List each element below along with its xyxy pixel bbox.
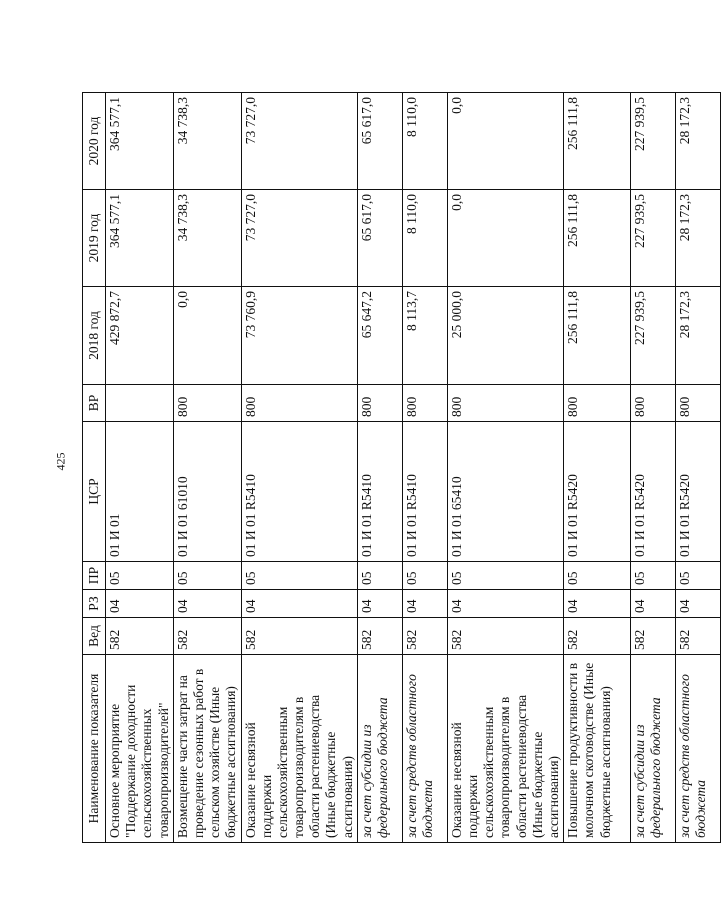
table-row xyxy=(447,93,563,843)
header-name: Наименование показателя xyxy=(83,655,106,843)
cell-vr xyxy=(106,385,174,422)
cell-2020: 8 110,0 xyxy=(402,93,447,190)
table-row xyxy=(402,93,447,843)
cell-rz: 04 xyxy=(241,590,357,618)
cell-name: Повышение продуктивности в молочном скотоводстве (Иные бюджетные ассигнования) xyxy=(564,655,631,843)
cell-csr: 01 И 01 xyxy=(106,422,174,562)
cell-pr: 05 xyxy=(173,562,241,590)
table-row xyxy=(241,93,357,843)
cell-csr: 01 И 01 R5420 xyxy=(676,422,721,562)
cell-rz: 04 xyxy=(402,590,447,618)
cell-2018: 25 000,0 xyxy=(447,287,563,385)
cell-rz: 04 xyxy=(173,590,241,618)
cell-2019: 0,0 xyxy=(447,190,563,287)
cell-vr: 800 xyxy=(564,385,631,422)
page-number: 425 xyxy=(53,452,68,471)
cell-name: за счет средств областного бюджета xyxy=(676,655,721,843)
cell-csr: 01 И 01 65410 xyxy=(447,422,563,562)
cell-ved: 582 xyxy=(357,618,402,655)
cell-pr: 05 xyxy=(106,562,174,590)
cell-csr: 01 И 01 R5420 xyxy=(564,422,631,562)
cell-2018: 429 872,7 xyxy=(106,287,174,385)
cell-csr: 01 И 01 R5410 xyxy=(241,422,357,562)
cell-rz: 04 xyxy=(631,590,676,618)
cell-pr: 05 xyxy=(402,562,447,590)
header-csr: ЦСР xyxy=(83,422,106,562)
cell-2020: 256 111,8 xyxy=(564,93,631,190)
cell-name: Возмещение части затрат на проведение сезонных работ в сельском хозяйстве (Иные бюджетные ассигнования) xyxy=(173,655,241,843)
table-row xyxy=(676,93,721,843)
cell-2020: 364 577,1 xyxy=(106,93,174,190)
cell-2018: 8 113,7 xyxy=(402,287,447,385)
cell-vr: 800 xyxy=(676,385,721,422)
cell-2019: 227 939,5 xyxy=(631,190,676,287)
cell-ved: 582 xyxy=(676,618,721,655)
cell-pr: 05 xyxy=(564,562,631,590)
cell-2020: 0,0 xyxy=(447,93,563,190)
cell-ved: 582 xyxy=(447,618,563,655)
cell-2018: 28 172,3 xyxy=(676,287,721,385)
cell-vr: 800 xyxy=(402,385,447,422)
cell-csr: 01 И 01 R5420 xyxy=(631,422,676,562)
cell-rz: 04 xyxy=(447,590,563,618)
rotated-table-container xyxy=(82,93,709,843)
table-row xyxy=(564,93,631,843)
cell-2020: 34 738,3 xyxy=(173,93,241,190)
cell-2020: 65 617,0 xyxy=(357,93,402,190)
header-pr: ПР xyxy=(83,562,106,590)
cell-ved: 582 xyxy=(402,618,447,655)
cell-2020: 28 172,3 xyxy=(676,93,721,190)
cell-name: Оказание несвязной поддержки сельскохозяйственным товаропроизводителям в области растениеводства (Иные бюджетные ассигнования) xyxy=(241,655,357,843)
cell-rz: 04 xyxy=(357,590,402,618)
cell-vr: 800 xyxy=(241,385,357,422)
table-row xyxy=(106,93,174,843)
cell-2018: 256 111,8 xyxy=(564,287,631,385)
cell-pr: 05 xyxy=(631,562,676,590)
cell-csr: 01 И 01 R5410 xyxy=(402,422,447,562)
cell-pr: 05 xyxy=(447,562,563,590)
cell-2019: 28 172,3 xyxy=(676,190,721,287)
header-2020: 2020 год xyxy=(83,93,106,190)
cell-rz: 04 xyxy=(106,590,174,618)
table-row xyxy=(631,93,676,843)
cell-vr: 800 xyxy=(631,385,676,422)
cell-2020: 73 727,0 xyxy=(241,93,357,190)
header-rz: РЗ xyxy=(83,590,106,618)
cell-2019: 8 110,0 xyxy=(402,190,447,287)
cell-2019: 34 738,3 xyxy=(173,190,241,287)
cell-name: за счет субсидии из федерального бюджета xyxy=(357,655,402,843)
cell-name: за счет средств областного бюджета xyxy=(402,655,447,843)
cell-csr: 01 И 01 61010 xyxy=(173,422,241,562)
cell-vr: 800 xyxy=(357,385,402,422)
cell-vr: 800 xyxy=(173,385,241,422)
table-header-row xyxy=(83,93,106,843)
cell-2020: 227 939,5 xyxy=(631,93,676,190)
cell-ved: 582 xyxy=(564,618,631,655)
cell-2018: 65 647,2 xyxy=(357,287,402,385)
cell-2018: 0,0 xyxy=(173,287,241,385)
cell-2018: 73 760,9 xyxy=(241,287,357,385)
cell-ved: 582 xyxy=(173,618,241,655)
cell-pr: 05 xyxy=(357,562,402,590)
table-row xyxy=(173,93,241,843)
cell-ved: 582 xyxy=(106,618,174,655)
cell-pr: 05 xyxy=(676,562,721,590)
header-2018: 2018 год xyxy=(83,287,106,385)
cell-2019: 364 577,1 xyxy=(106,190,174,287)
header-vr: ВР xyxy=(83,385,106,422)
cell-ved: 582 xyxy=(241,618,357,655)
cell-csr: 01 И 01 R5410 xyxy=(357,422,402,562)
cell-rz: 04 xyxy=(564,590,631,618)
cell-2019: 73 727,0 xyxy=(241,190,357,287)
cell-ved: 582 xyxy=(631,618,676,655)
table-row xyxy=(357,93,402,843)
cell-name: Основное мероприятие "Поддержание доходности сельскохозяйственных товаропроизводителей" xyxy=(106,655,174,843)
budget-table xyxy=(82,92,721,843)
header-2019: 2019 год xyxy=(83,190,106,287)
cell-2019: 256 111,8 xyxy=(564,190,631,287)
cell-name: Оказание несвязной поддержки сельскохозяйственным товаропроизводителям в области растениеводства (Иные бюджетные ассигнования) xyxy=(447,655,563,843)
cell-rz: 04 xyxy=(676,590,721,618)
cell-name: за счет субсидии из федерального бюджета xyxy=(631,655,676,843)
header-ved: Вед xyxy=(83,618,106,655)
cell-pr: 05 xyxy=(241,562,357,590)
cell-2019: 65 617,0 xyxy=(357,190,402,287)
cell-vr: 800 xyxy=(447,385,563,422)
cell-2018: 227 939,5 xyxy=(631,287,676,385)
